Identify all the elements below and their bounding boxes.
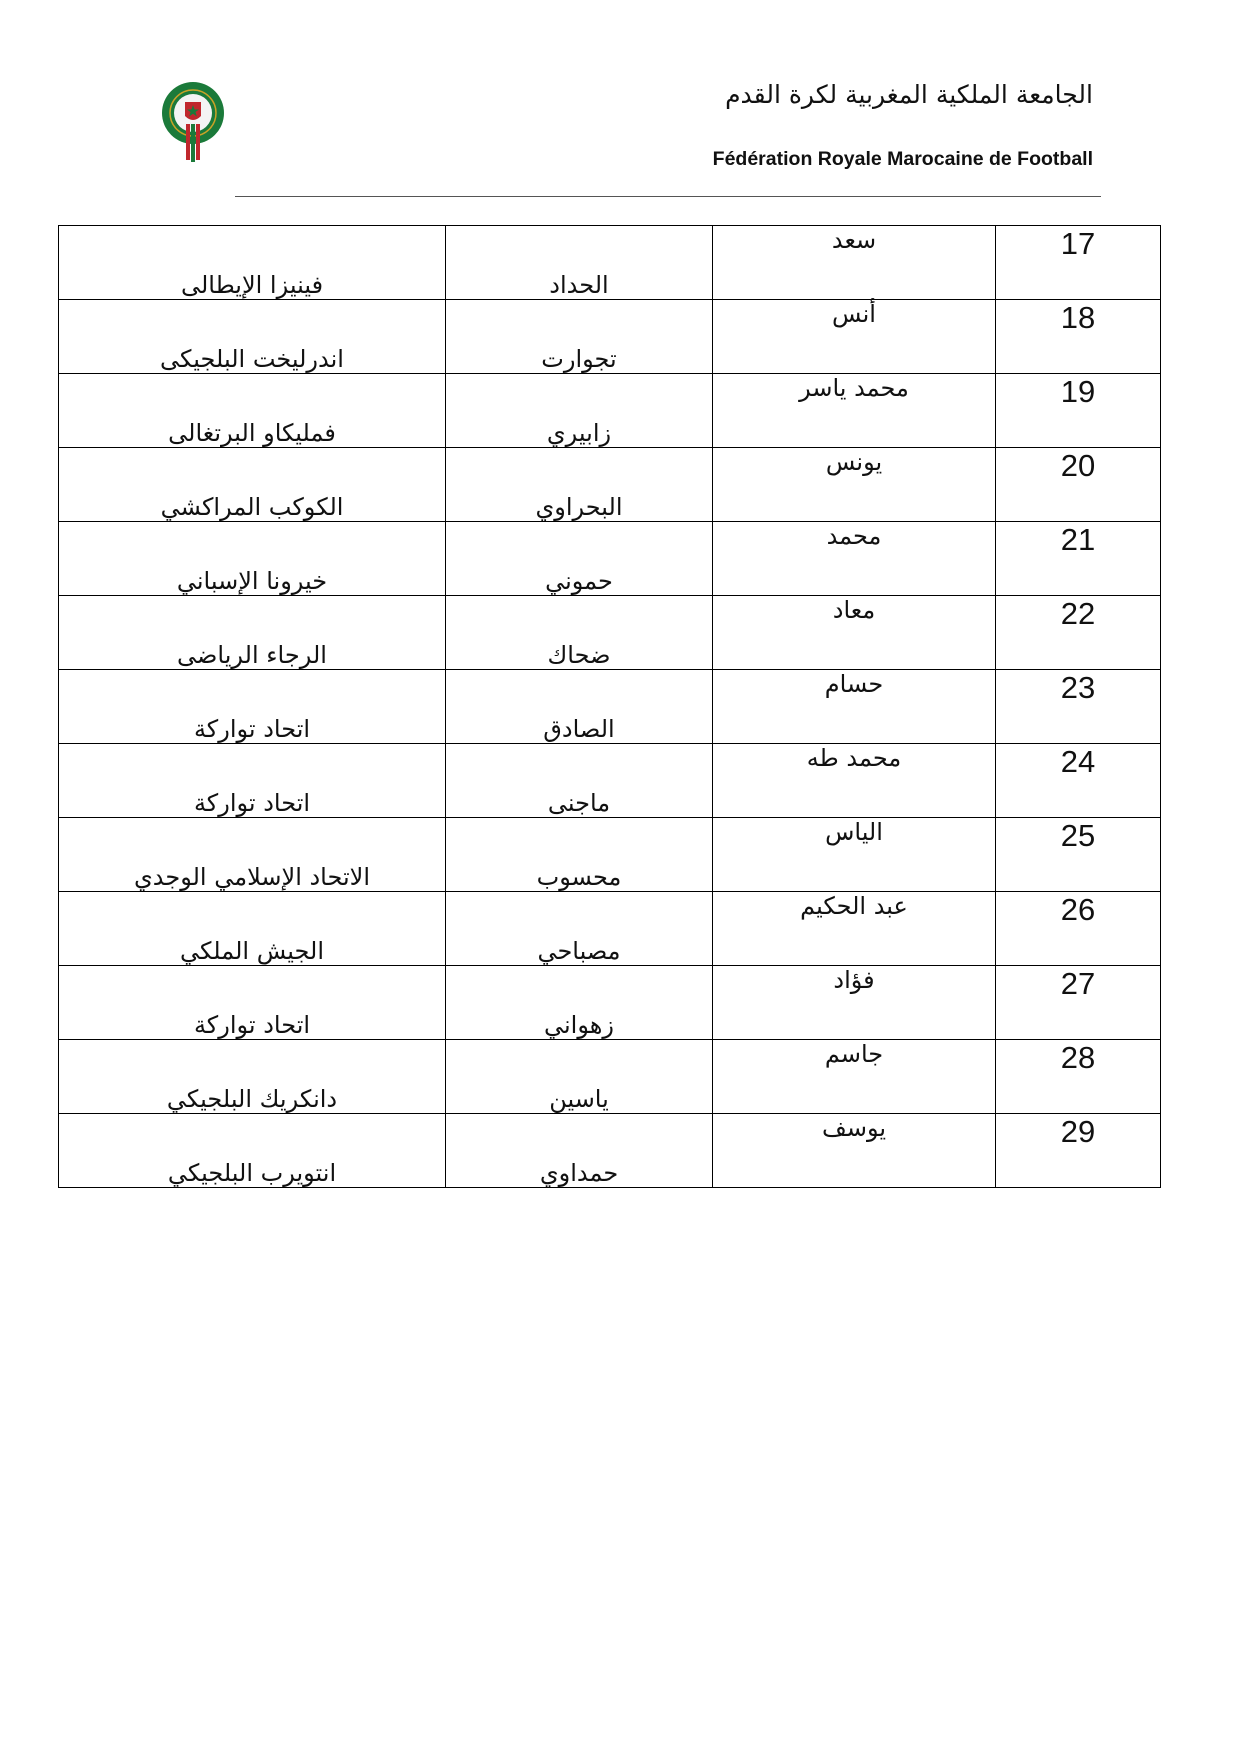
table-row bbox=[59, 226, 1161, 300]
roster-body bbox=[59, 226, 1161, 1188]
player-number-cell: 23 bbox=[996, 670, 1161, 744]
player-club-cell: الجيش الملكي bbox=[59, 892, 446, 966]
player-last-name-cell: حموني bbox=[446, 522, 713, 596]
frmf-crest-icon bbox=[160, 80, 226, 164]
player-roster-table bbox=[58, 225, 1161, 1188]
player-first-name-cell: أنس bbox=[713, 300, 996, 374]
table-row bbox=[59, 818, 1161, 892]
player-club-cell: الاتحاد الإسلامي الوجدي bbox=[59, 818, 446, 892]
table-row bbox=[59, 966, 1161, 1040]
player-first-name-cell: محمد طه bbox=[713, 744, 996, 818]
player-first-name-cell: يوسف bbox=[713, 1114, 996, 1188]
player-club-cell: اتحاد تواركة bbox=[59, 670, 446, 744]
table-row bbox=[59, 892, 1161, 966]
player-first-name-cell: يونس bbox=[713, 448, 996, 522]
table-row bbox=[59, 1114, 1161, 1188]
player-first-name-cell: معاد bbox=[713, 596, 996, 670]
player-number-cell: 17 bbox=[996, 226, 1161, 300]
player-club-cell: اتحاد تواركة bbox=[59, 966, 446, 1040]
header-divider bbox=[235, 196, 1101, 197]
player-last-name-cell: مصباحي bbox=[446, 892, 713, 966]
player-last-name-cell: حمداوي bbox=[446, 1114, 713, 1188]
player-last-name-cell: زهواني bbox=[446, 966, 713, 1040]
player-club-cell: انتويرب البلجيكي bbox=[59, 1114, 446, 1188]
player-club-cell: اندرليخت البلجيكى bbox=[59, 300, 446, 374]
player-last-name-cell: محسوب bbox=[446, 818, 713, 892]
player-club-cell: الرجاء الرياضى bbox=[59, 596, 446, 670]
player-number-cell: 21 bbox=[996, 522, 1161, 596]
player-first-name-cell: سعد bbox=[713, 226, 996, 300]
table-row bbox=[59, 448, 1161, 522]
player-club-cell: اتحاد تواركة bbox=[59, 744, 446, 818]
player-club-cell: خيرونا الإسباني bbox=[59, 522, 446, 596]
player-last-name-cell: الصادق bbox=[446, 670, 713, 744]
table-row bbox=[59, 522, 1161, 596]
player-last-name-cell: زابيري bbox=[446, 374, 713, 448]
player-number-cell: 28 bbox=[996, 1040, 1161, 1114]
player-last-name-cell: ماجنى bbox=[446, 744, 713, 818]
player-club-cell: فينيزا الإيطالى bbox=[59, 226, 446, 300]
player-last-name-cell: الحداد bbox=[446, 226, 713, 300]
table-row bbox=[59, 1040, 1161, 1114]
player-number-cell: 24 bbox=[996, 744, 1161, 818]
player-number-cell: 26 bbox=[996, 892, 1161, 966]
player-last-name-cell: تجوارت bbox=[446, 300, 713, 374]
table-row bbox=[59, 744, 1161, 818]
player-number-cell: 18 bbox=[996, 300, 1161, 374]
player-number-cell: 27 bbox=[996, 966, 1161, 1040]
table-row bbox=[59, 596, 1161, 670]
player-club-cell: دانكريك البلجيكي bbox=[59, 1040, 446, 1114]
federation-name-french: Fédération Royale Marocaine de Football bbox=[712, 148, 1093, 170]
player-first-name-cell: جاسم bbox=[713, 1040, 996, 1114]
player-number-cell: 20 bbox=[996, 448, 1161, 522]
player-club-cell: فمليكاو البرتغالى bbox=[59, 374, 446, 448]
table-row bbox=[59, 300, 1161, 374]
player-first-name-cell: حسام bbox=[713, 670, 996, 744]
player-first-name-cell: الياس bbox=[713, 818, 996, 892]
player-number-cell: 19 bbox=[996, 374, 1161, 448]
table-row bbox=[59, 670, 1161, 744]
player-first-name-cell: محمد bbox=[713, 522, 996, 596]
player-club-cell: الكوكب المراكشي bbox=[59, 448, 446, 522]
player-first-name-cell: عبد الحكيم bbox=[713, 892, 996, 966]
player-last-name-cell: البحراوي bbox=[446, 448, 713, 522]
player-number-cell: 29 bbox=[996, 1114, 1161, 1188]
player-first-name-cell: فؤاد bbox=[713, 966, 996, 1040]
federation-name-arabic: الجامعة الملكية المغربية لكرة القدم bbox=[725, 80, 1093, 109]
player-last-name-cell: ضحاك bbox=[446, 596, 713, 670]
player-last-name-cell: ياسين bbox=[446, 1040, 713, 1114]
table-row bbox=[59, 374, 1161, 448]
player-number-cell: 22 bbox=[996, 596, 1161, 670]
player-number-cell: 25 bbox=[996, 818, 1161, 892]
player-first-name-cell: محمد ياسر bbox=[713, 374, 996, 448]
